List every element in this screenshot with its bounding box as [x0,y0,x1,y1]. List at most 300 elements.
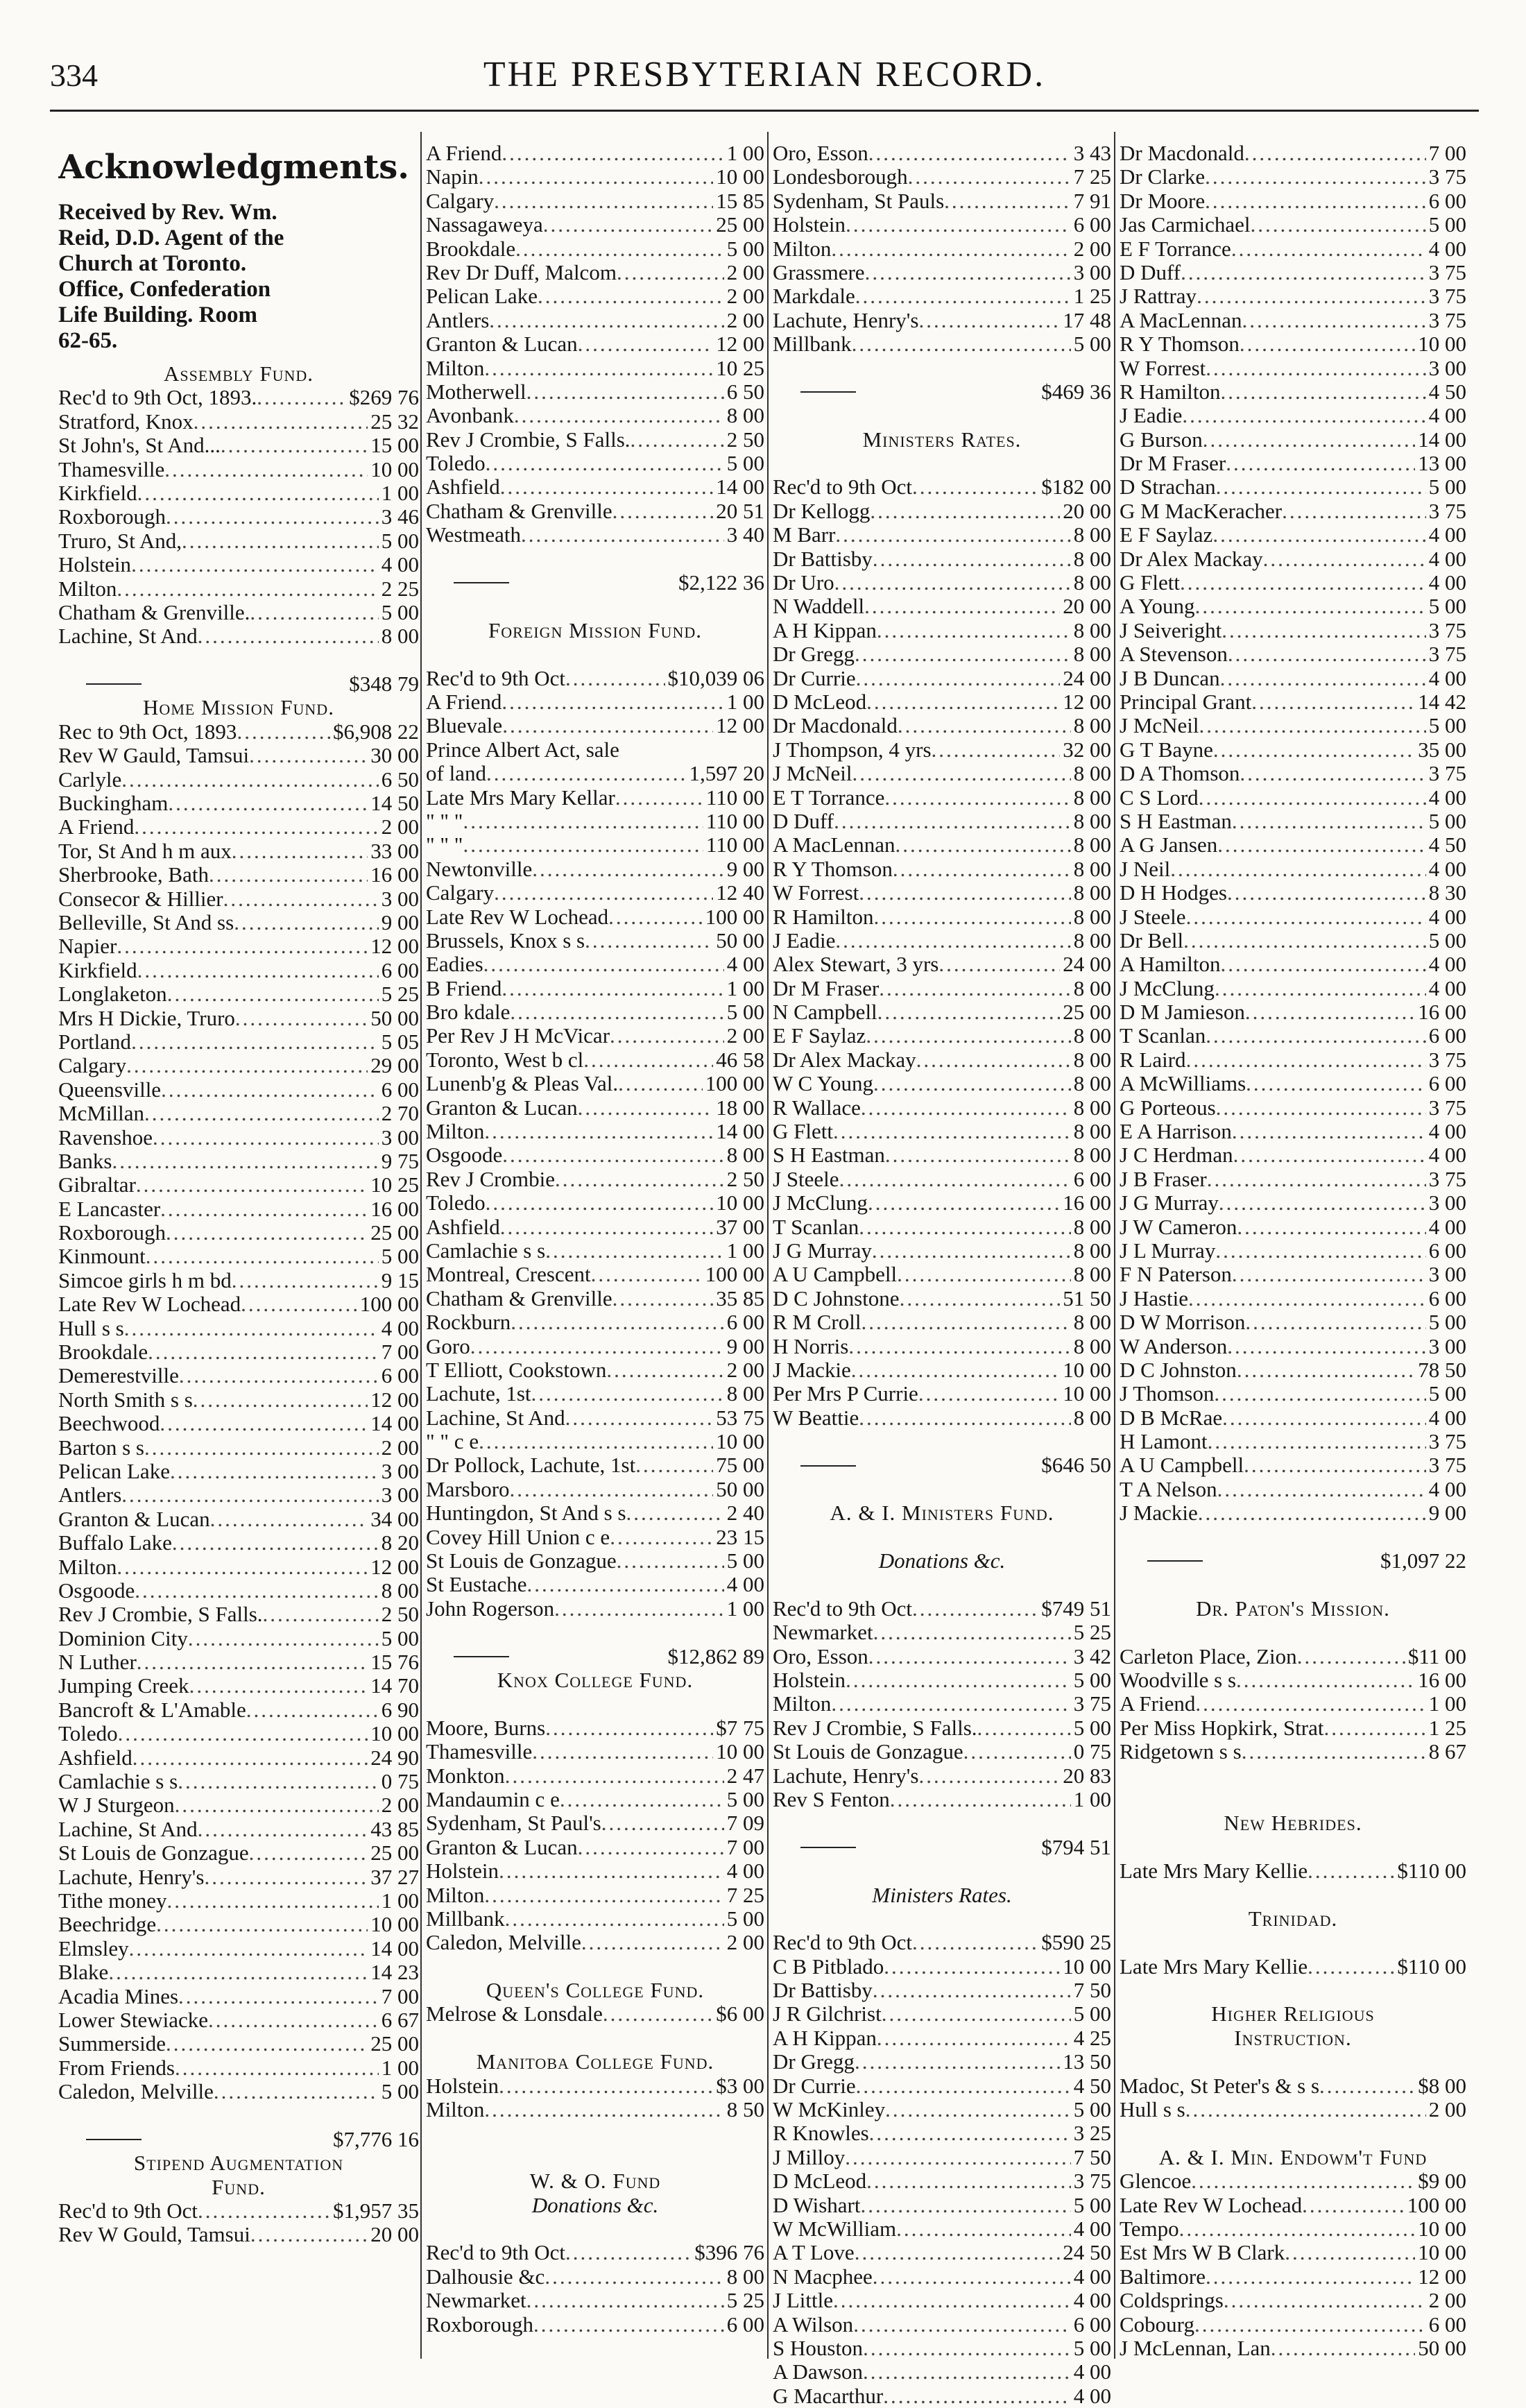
ledger-entry [773,2217,1111,2241]
donor-name: Demerestville [58,1364,179,1388]
ledger-entry [58,982,419,1006]
ledger-entry [426,404,764,427]
dot-leader [900,1287,1061,1310]
dot-leader [538,284,724,308]
ledger-entry [773,595,1111,618]
ledger-entry [426,762,764,785]
donor-name: Rec'd to 9th Oct, 1893. [58,386,257,410]
dot-leader [1199,714,1426,737]
ledger-entry [426,1239,764,1263]
ledger-entry [773,142,1111,165]
ledger-entry [426,428,764,452]
ledger-entry [426,1168,764,1191]
blank-line [1120,1621,1466,1644]
donor-name: Goro [426,1334,470,1358]
ledger-entry [1120,1668,1466,1692]
dot-leader [193,1388,368,1412]
dot-leader [1251,213,1426,237]
donor-name: M Barr [773,523,836,547]
amount: 25 00 [716,213,764,237]
dot-leader [898,714,1071,737]
amount: 5 00 [726,237,764,261]
dot-leader [1324,1716,1426,1740]
amount: 12 00 [370,1555,419,1579]
amount: 4 00 [726,1573,764,1597]
ledger-entry [426,309,764,332]
amount: 100 00 [705,1263,764,1287]
dot-leader [835,929,1070,953]
ledger-entry [1120,1096,1466,1120]
ledger-entry [1120,1716,1466,1740]
dot-leader [210,1508,368,1531]
dot-leader [1206,1024,1425,1048]
donor-name: Lachine, St And [58,624,198,649]
ledger-entry [773,571,1111,595]
donor-name: G T Bayne [1120,737,1213,762]
dot-leader [877,1000,1061,1024]
donor-name: Late Mrs Mary Kellie [1120,1859,1308,1884]
amount: 2 25 [381,577,419,601]
fund-heading: Assembly Fund. [163,362,314,386]
donor-name: J W Cameron [1120,1215,1237,1239]
donor-name: Blake [58,1961,109,1985]
amount: 20 83 [1063,1764,1111,1788]
blank-line [1120,2121,1466,2145]
dot-leader [963,1740,1071,1764]
donor-name: Cobourg [1120,2312,1194,2337]
dot-leader [479,165,713,189]
amount: 5 00 [1073,1668,1111,1692]
amount: 5 00 [381,600,419,624]
amount: 9 15 [381,1268,419,1292]
amount: 25 32 [370,409,419,434]
ledger-entry [773,762,1111,785]
amount: 4 00 [1428,857,1466,881]
amount: 1 00 [381,2056,419,2080]
dot-leader [1236,1668,1415,1692]
ledger-entry [58,1698,419,1722]
donor-name: Marsboro [426,1477,510,1501]
amount: $8 00 [1418,2074,1466,2098]
dot-leader [1220,667,1426,690]
donor-name: Late Rev W Lochead [58,1292,241,1317]
ledger-entry [773,1716,1111,1740]
dot-leader [938,953,1060,976]
amount: $590 25 [1041,1931,1111,1955]
amount: 10 00 [1418,2241,1466,2265]
donor-name: St Louis de Gonzague [426,1549,617,1573]
donor-name: J McLennan, Lan [1120,2336,1271,2360]
blank-line [773,1526,1111,1549]
dot-leader [112,1150,379,1173]
ledger-entry [773,1645,1111,1668]
ledger-entry [1120,2241,1466,2264]
dot-leader [831,1692,1070,1716]
ledger-entry [58,1007,419,1030]
amount: 6 00 [1073,213,1111,237]
ledger-entry [58,1841,419,1865]
amount: 6 00 [381,1077,419,1102]
donor-name: S Houston [773,2336,864,2360]
amount: $110 00 [1397,1954,1466,1979]
amount: 2 50 [726,1167,764,1191]
ledger-entry [773,690,1111,714]
ledger-entry [426,1716,764,1740]
dot-leader [505,1907,724,1931]
dot-leader [897,1263,1071,1286]
column-1 [58,142,419,2247]
dot-leader [1232,1263,1426,1286]
ledger-entry [1120,1358,1466,1382]
donor-name: A Dawson [773,2360,864,2384]
ledger-entry [773,499,1111,523]
dot-leader [532,1740,713,1764]
donor-name: Napin [426,165,479,189]
ledger-entry [773,667,1111,690]
amount: 8 00 [1073,881,1111,905]
ledger-entry [1120,2265,1466,2289]
donor-name: Banks [58,1149,112,1173]
ledger-entry [773,309,1111,332]
amount: 13 00 [1418,452,1466,476]
amount: 9 00 [726,1334,764,1358]
ledger-entry [58,1126,419,1150]
donor-name: Toledo [426,1191,486,1215]
amount: 50 00 [716,928,764,953]
donor-name: Dr M Fraser [773,976,880,1000]
ledger-entry [58,1173,419,1197]
total-amount: $7,776 16 [333,2127,419,2151]
donor-name: Jumping Creek [58,1674,189,1698]
amount: 2 00 [1428,2098,1466,2122]
dot-leader [1205,165,1426,189]
donor-name: Moore, Burns [426,1716,546,1740]
donor-name: T Scanlan [773,1215,859,1239]
donor-name: F N Paterson [1120,1263,1232,1287]
dot-leader [912,1597,1038,1621]
dot-leader [1181,261,1426,284]
ledger-entry [426,2241,764,2264]
ledger-entry [1120,213,1466,237]
amount: 4 00 [1428,953,1466,977]
amount: 8 00 [1073,1215,1111,1239]
donor-name: A G Jansen [1120,833,1218,857]
donor-name: Elmsley [58,1936,129,1961]
dot-leader [866,690,1060,714]
amount: 53 75 [716,1406,764,1430]
total-rule [800,1465,856,1467]
donor-name: Pelican Lake [426,284,538,309]
ledger-entry [773,1239,1111,1263]
donor-name: Glencoe [1120,2169,1192,2194]
donor-name: A Friend [1120,1692,1196,1716]
ledger-entry [773,2146,1111,2169]
amount: 4 00 [726,1859,764,1884]
amount: 3 00 [1428,1191,1466,1215]
ledger-entry [426,357,764,380]
dot-leader [1251,690,1415,714]
amount: 14 00 [716,475,764,499]
amount: 8 00 [1073,1334,1111,1358]
ledger-entry [58,1054,419,1077]
donor-name: D M Jamieson [1120,1000,1245,1025]
dot-leader [117,934,368,958]
ledger-entry [1120,1000,1466,1024]
donor-name: Antlers [426,308,490,332]
amount: 2 40 [726,1501,764,1526]
amount: 20 51 [716,499,764,523]
ledger-entry [58,863,419,887]
ledger-entry [426,1024,764,1048]
dot-leader [617,261,724,284]
donor-name: Alex Stewart, 3 yrs [773,953,939,977]
amount: 6 00 [1428,2312,1466,2337]
donor-name: Oro, Esson [773,1644,868,1668]
dot-leader [631,428,724,452]
donor-name: A H Kippan [773,2026,877,2050]
amount: 10 00 [1418,2217,1466,2241]
amount: 16 00 [370,1197,419,1221]
amount: 8 00 [1073,1095,1111,1120]
amount: 6 00 [381,958,419,982]
blank-line [1120,1573,1466,1596]
ledger-entry [426,1358,764,1382]
donor-name: Queensville [58,1077,162,1102]
donor-name: Osgoode [58,1578,135,1603]
blank-line [1120,1764,1466,1788]
amount: 5 00 [1073,2336,1111,2360]
donor-name: G Flett [773,1120,833,1144]
donor-name: D McLeod [773,2169,867,2194]
donor-name: Bluevale [426,714,503,738]
dot-leader [166,1221,368,1245]
amount: 8 00 [381,1578,419,1603]
amount: 3 75 [1428,284,1466,309]
ledger-entry [773,905,1111,929]
donor-name: Summerside [58,2032,166,2056]
dot-leader [603,2002,713,2026]
ledger-entry [426,1096,764,1120]
dot-leader [250,2223,368,2246]
column-2 [426,142,764,2337]
amount: 8 00 [726,404,764,428]
amount: 1 00 [726,976,764,1000]
ledger-entry [1120,929,1466,953]
amount: 3 75 [1428,260,1466,284]
amount: 5 00 [1428,213,1466,237]
ledger-entry [1120,1645,1466,1668]
ledger-entry [773,213,1111,237]
dot-leader [1302,2194,1405,2217]
amount: 10 00 [370,1722,419,1746]
ledger-entry [1120,833,1466,857]
donor-name: J McNeil [773,762,852,786]
donor-name: Mrs H Dickie, Truro [58,1006,235,1030]
amount: 2 50 [726,427,764,452]
donor-name: Newmarket [426,2289,526,2313]
ledger-entry [426,1263,764,1286]
dot-leader [1208,1430,1426,1453]
dot-leader [232,1269,379,1292]
amount: 10 00 [716,1430,764,1454]
donor-name: Barton s s [58,1435,144,1460]
dot-leader [137,1650,368,1674]
dot-leader [833,1120,1071,1143]
amount: 5 00 [726,1549,764,1573]
ledger-entry [426,953,764,976]
ledger-entry [426,833,764,857]
ledger-entry [58,434,419,457]
amount: 5 00 [381,1626,419,1650]
dot-leader [121,768,379,792]
donor-name: H Lamont [1120,1430,1208,1454]
dot-leader [189,1674,368,1698]
donor-name: Jas Carmichael [1120,213,1251,237]
dot-leader [1214,1382,1425,1406]
amount: 5 00 [1073,2002,1111,2026]
amount: 46 58 [716,1048,764,1072]
column-4-entries [1120,142,1466,2360]
amount: 2 00 [381,1793,419,1818]
amount: 6 00 [1428,1286,1466,1310]
dot-leader [932,738,1061,762]
ledger-entry [58,1317,419,1340]
dot-leader [848,1335,1070,1358]
dot-leader [555,1168,724,1191]
amount: 23 15 [716,1525,764,1549]
amount: 6 50 [381,767,419,792]
ledger-entry [773,1215,1111,1239]
ledger-entry [773,1263,1111,1286]
amount: 3 00 [381,1483,419,1508]
ledger-entry [773,1310,1111,1334]
donor-name: Stratford, Knox [58,409,194,434]
donor-name: Thamesville [426,1740,533,1764]
donor-name: Oro, Esson [773,142,868,165]
total-rule [800,1847,856,1848]
donor-name: R Y Thomson [1120,332,1240,357]
donor-name: Melrose & Lonsdale [426,2002,603,2026]
donor-name: Osgoode [426,1143,503,1168]
dot-leader [121,1483,378,1507]
ledger-entry [773,977,1111,1000]
amount: 4 00 [726,953,764,977]
ledger-entry [773,1120,1111,1143]
dot-leader [250,601,378,624]
amount: 6 00 [1428,1238,1466,1263]
amount: 5 00 [1428,595,1466,619]
dot-leader [1240,762,1425,785]
dot-leader [484,357,713,380]
ledger-entry [426,165,764,189]
amount: 4 00 [381,1316,419,1340]
amount: 32 00 [1063,737,1111,762]
dot-leader [483,953,724,976]
dot-leader [1195,595,1426,618]
amount: 2 00 [726,1931,764,1955]
total-rule [86,2139,142,2140]
ledger-entry [1120,1430,1466,1453]
ledger-entry [773,1096,1111,1120]
amount: 4 00 [1073,2384,1111,2408]
amount: 4 00 [381,553,419,577]
dot-leader [1222,1406,1426,1430]
ledger-entry [426,977,764,1000]
amount: 14 23 [370,1961,419,1985]
donor-name: Motherwell [426,379,526,404]
ledger-entry [426,523,764,547]
amount: 6 00 [381,1364,419,1388]
donor-name: Consecor & Hillier [58,887,223,911]
ledger-entry [426,452,764,475]
ledger-entry [773,475,1111,499]
donor-name: Buckingham [58,792,169,816]
ledger-entry [1120,2169,1466,2193]
amount: 15 85 [716,189,764,213]
ledger-entry [773,2074,1111,2098]
ledger-entry [58,815,419,839]
donor-name: A MacLennan [773,833,895,857]
donor-name: D Duff [773,809,834,833]
ledger-entry [773,2194,1111,2217]
donor-name: E F Saylaz [773,1024,866,1048]
donor-name: Madoc, St Peter's & s s [1120,2074,1320,2098]
amount: 15 76 [370,1650,419,1675]
dot-leader [494,189,713,213]
blank-line [773,1430,1111,1453]
dot-leader [1237,1215,1425,1239]
dot-leader [463,833,703,857]
total-rule [454,582,509,583]
ledger-entry [1120,404,1466,427]
amount: 25 00 [1063,1000,1111,1025]
amount: 8 67 [1428,1740,1466,1764]
ledger-entry [1120,905,1466,929]
dot-leader [884,1955,1060,1979]
ledger-entry [58,1650,419,1674]
dot-leader [1227,1335,1425,1358]
donor-name: Rev J Crombie, S Falls. [58,1603,263,1627]
dot-leader [1246,1072,1426,1095]
dot-leader [167,982,379,1006]
amount: 7 09 [726,1811,764,1836]
donor-name: Late Mrs Mary Kellie [1120,1954,1308,1979]
donor-name: Montreal, Crescent [426,1263,591,1287]
dot-leader [882,2002,1071,2026]
dot-leader [865,261,1071,284]
dot-leader [1195,1692,1425,1716]
amount: 5 25 [1073,1621,1111,1645]
dot-leader [499,1859,724,1883]
dot-leader [1245,1000,1415,1024]
ledger-entry [773,237,1111,261]
dot-leader [1245,1310,1425,1334]
amount: 6 00 [726,1310,764,1335]
donor-name: G Flett [1120,571,1180,595]
ledger-entry [773,1048,1111,1072]
fund-heading: Knox College Fund. [497,1668,694,1692]
amount: 17 48 [1063,308,1111,332]
donor-name: Huntingdon, St And s s [426,1501,626,1526]
amount: 50 00 [716,1477,764,1501]
donor-name: of land [426,762,486,786]
amount: 16 00 [1063,1191,1111,1215]
amount: 5 25 [726,2289,764,2313]
donor-name: Dr Pollock, Lachute, 1st [426,1453,636,1478]
ledger-entry [1120,1501,1466,1525]
amount: 8 00 [1073,905,1111,929]
ledger-entry [773,2002,1111,2026]
